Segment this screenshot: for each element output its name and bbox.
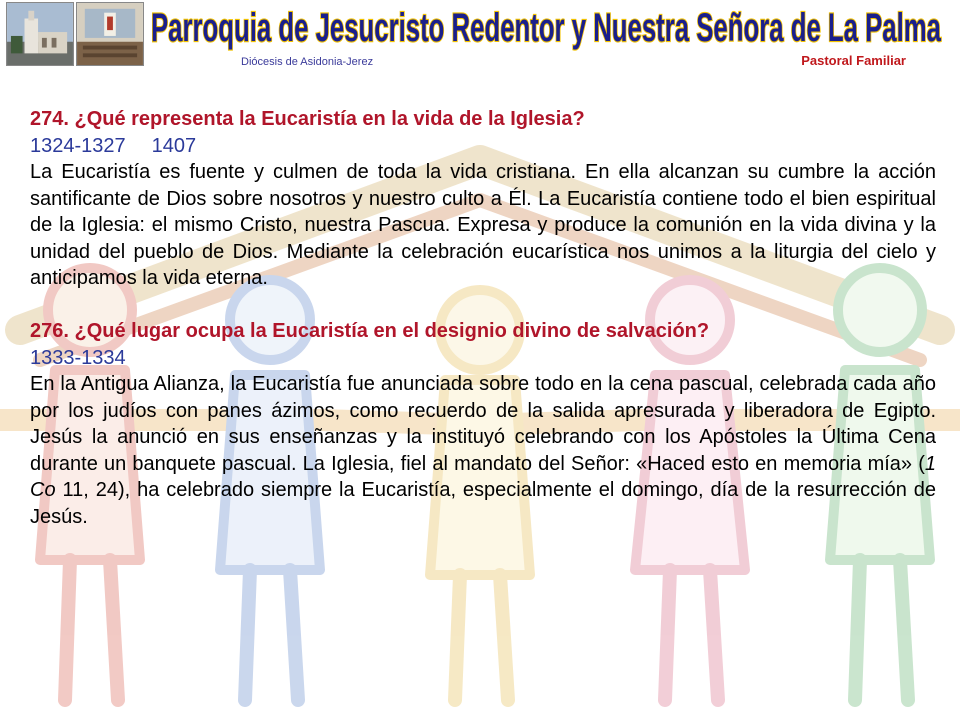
catechism-content <box>30 106 936 530</box>
answer-text: En la Antigua Alianza, la Eucaristía fue anunciada sobre todo en la cena pascual, celebrada cada año por los judíos con panes ázimos, como recuerdo de la salida apresurada y liberadora de Egipto. Jesús la anunció en sus enseñanzas y la instituyó celebrando con los Apóstoles la Última Cena durante un banquete pascual. La Iglesia, fiel al mandato del Señor: «Haced esto en memoria mía» ( <box>30 373 936 475</box>
pastoral-label: Pastoral Familiar <box>801 53 906 68</box>
church-interior-photo <box>76 2 144 66</box>
answer-text: La Eucaristía es fuente y culmen de toda la vida cristiana. En ella alcanzan su cumbre la acción santificante de Dios sobre nosotros y nuestro culto a Él. La Eucaristía contiene todo el bien espiritual de la Iglesia: el mismo Cristo, nuestra Pascua. Expresa y produce la comunión en la vida divina y la unidad del pueblo de Dios. Mediante la celebración eucarística nos unimos a la liturgia del cielo y anticipamos la vida eterna. <box>30 161 936 289</box>
answer-274 <box>30 159 936 292</box>
ref-link: 1333-1334 <box>30 346 126 369</box>
church-exterior-photo <box>6 2 74 66</box>
refs-276 <box>30 345 936 372</box>
question-274: 274. ¿Qué representa la Eucaristía en la vida de la Iglesia? <box>30 108 585 130</box>
question-276: 276. ¿Qué lugar ocupa la Eucaristía en el designio divino de salvación? <box>30 320 710 342</box>
ref-link: 1324-1327 <box>30 134 126 157</box>
parish-title <box>146 0 946 52</box>
answer-text: 11, 24), ha celebrado siempre la Eucaristía, especialmente el domingo, día de la resurrección de Jesús. <box>30 479 936 528</box>
answer-276 <box>30 371 936 530</box>
diocese-label: Diócesis de Asidonia-Jerez <box>241 56 374 68</box>
refs-274 <box>30 133 936 160</box>
section-gap <box>30 292 936 319</box>
citation-book: 1 Co <box>30 452 936 501</box>
ref-link: 1407 <box>151 134 197 157</box>
parish-title-text: Parroquia de Jesucristo Redentor y Nuestra Señora de La Palma <box>151 6 942 50</box>
